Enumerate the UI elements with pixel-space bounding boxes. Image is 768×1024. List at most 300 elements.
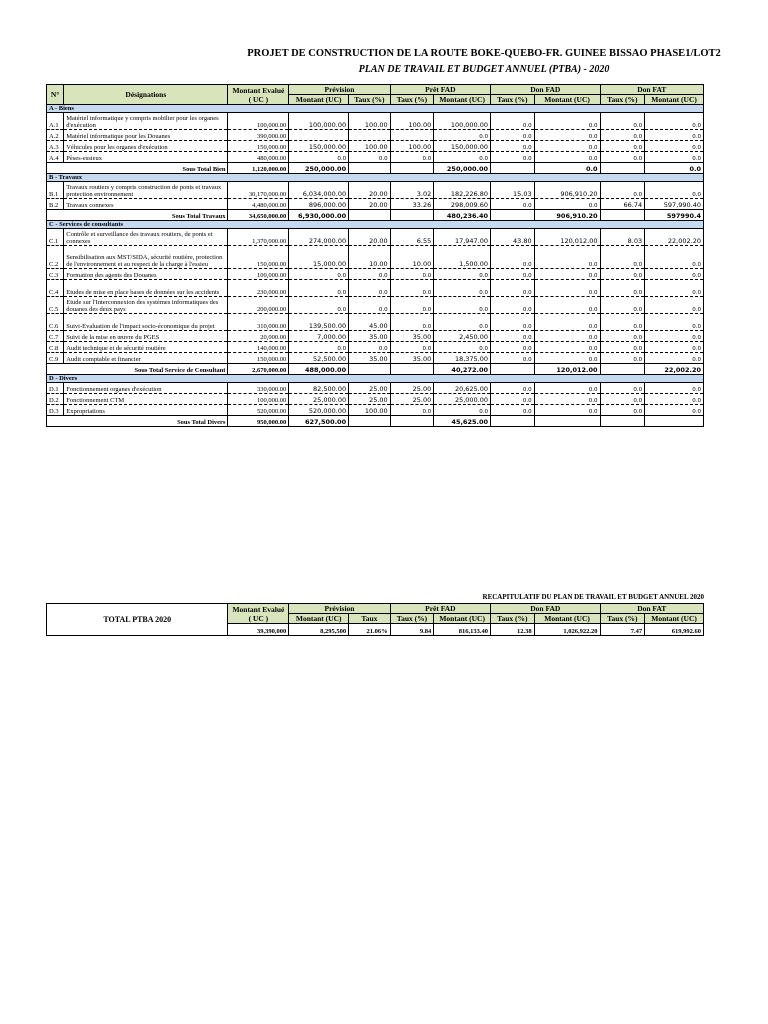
subtotal-value (600, 364, 645, 375)
item-value: 0.0 (390, 314, 434, 331)
item-value: 35.00 (349, 353, 391, 364)
item-value: 100,000.00 (289, 113, 349, 130)
item-value: 0.0 (645, 331, 704, 342)
item-value: 17,947.00 (434, 229, 491, 246)
col-montant-uc: Montant (UC) (289, 95, 349, 105)
item-value: 0.0 (534, 141, 600, 152)
item-value (390, 130, 434, 141)
table-row (47, 246, 704, 269)
item-value: 0.0 (390, 297, 434, 314)
item-designation: Etude sur l'Interconnexion des systèmes informatiques des douanes des deux pays (64, 297, 228, 314)
item-value: 0.0 (534, 383, 600, 394)
item-value: 0.0 (600, 269, 645, 280)
subtotal-value: 40,272.00 (434, 364, 491, 375)
table-row (47, 269, 704, 280)
item-value: 274,000.00 (289, 229, 349, 246)
item-value: 0.0 (491, 152, 535, 163)
item-value: 8.03 (600, 229, 645, 246)
col-montant-uc: Montant (UC) (534, 95, 600, 105)
item-value: 30,170,000.00 (228, 182, 289, 199)
subtotal-value (600, 210, 645, 221)
subtotal-value: 2,670,000.00 (228, 364, 289, 375)
item-value: 25.00 (390, 383, 434, 394)
table-row (47, 297, 704, 314)
item-value: 0.0 (600, 130, 645, 141)
subtotal-label: Sous Total Travaux (47, 210, 228, 221)
table-row (47, 394, 704, 405)
section-header (47, 221, 704, 229)
col-taux: Taux (%) (600, 95, 645, 105)
item-value: 100.00 (390, 113, 434, 130)
recap-value: 619,992.60 (645, 624, 704, 636)
document-subtitle: PLAN DE TRAVAIL ET BUDGET ANNUEL (PTBA) - 2020 (358, 64, 610, 75)
recap-col-montant-uc: Montant (UC) (534, 614, 600, 624)
item-value: 150,000.00 (289, 141, 349, 152)
item-value: 2,450.00 (434, 331, 491, 342)
item-value: 0.0 (600, 383, 645, 394)
recap-value: 8,295,500 (289, 624, 349, 636)
col-prevision: Prévision (289, 85, 390, 95)
item-value: 0.0 (434, 342, 491, 353)
item-value: 1,500.00 (434, 246, 491, 269)
item-value: 25,000.00 (289, 394, 349, 405)
subtotal-value (491, 210, 535, 221)
recap-value: 12.38 (491, 624, 535, 636)
item-value: 100,000.00 (228, 394, 289, 405)
section-consultants (47, 221, 704, 375)
subtotal-value: 906,910.20 (534, 210, 600, 221)
subtotal-value: 488,000.00 (289, 364, 349, 375)
item-value: 100.00 (349, 141, 391, 152)
item-code: A.2 (47, 130, 64, 141)
item-value: 0.0 (491, 405, 535, 416)
col-don-fat: Don FAT (600, 85, 703, 95)
subtotal-value (390, 163, 434, 174)
section-travaux (47, 174, 704, 221)
item-value: 200,000.00 (228, 297, 289, 314)
item-value: 0.0 (434, 130, 491, 141)
item-code: D.2 (47, 394, 64, 405)
item-value: 100.00 (349, 113, 391, 130)
section-title: D - Divers (47, 375, 704, 383)
item-value: 35.00 (390, 353, 434, 364)
item-value: 0.0 (600, 394, 645, 405)
recap-col-montant-uc: Montant (UC) (434, 614, 491, 624)
item-value: 0.0 (390, 405, 434, 416)
subtotal-value (491, 163, 535, 174)
item-value: 0.0 (534, 405, 600, 416)
table-row (47, 314, 704, 331)
item-value: 0.0 (645, 297, 704, 314)
item-value: 66.74 (600, 199, 645, 210)
recap-value: 1,026,922.20 (534, 624, 600, 636)
subtotal-label: Sous Total Service de Consultant (47, 364, 228, 375)
item-value: 0.0 (534, 199, 600, 210)
item-value: 1,370,000.00 (228, 229, 289, 246)
item-value: 150,000.00 (228, 141, 289, 152)
item-designation: Expropriations (64, 405, 228, 416)
subtotal-label: Sous Total Divers (47, 416, 228, 427)
item-value: 480,000.00 (228, 152, 289, 163)
item-value: 6.55 (390, 229, 434, 246)
item-value: 120,012.00 (534, 229, 600, 246)
item-value: 20,000.00 (228, 331, 289, 342)
item-value: 390,000.00 (228, 130, 289, 141)
item-value: 0.0 (645, 113, 704, 130)
item-value: 0.0 (645, 394, 704, 405)
item-code: C.5 (47, 297, 64, 314)
item-value: 0.0 (645, 353, 704, 364)
item-value: 100.00 (390, 141, 434, 152)
item-value: 0.0 (349, 152, 391, 163)
recap-title: RECAPITULATIF DU PLAN DE TRAVAIL ET BUDGET ANNUEL 2020 (482, 593, 704, 601)
item-value: 100,000.00 (228, 113, 289, 130)
item-designation: Travaux connexes (64, 199, 228, 210)
table-row (47, 141, 704, 152)
item-value: 0.0 (534, 297, 600, 314)
col-montant-uc: Montant (UC) (434, 95, 491, 105)
item-value: 0.0 (491, 353, 535, 364)
item-value: 52,500.00 (289, 353, 349, 364)
recap-value: 816,133.40 (434, 624, 491, 636)
subtotal-value: 627,500.00 (289, 416, 349, 427)
item-value: 0.0 (434, 269, 491, 280)
item-value: 0.0 (289, 297, 349, 314)
recap-col-taux: Taux (%) (390, 614, 434, 624)
subtotal-value: 250,000.00 (289, 163, 349, 174)
item-value: 0.0 (491, 314, 535, 331)
item-value: 0.0 (434, 152, 491, 163)
item-value: 310,000.00 (228, 314, 289, 331)
item-value: 0.0 (600, 113, 645, 130)
item-value: 0.0 (600, 342, 645, 353)
item-value: 0.0 (349, 269, 391, 280)
subtotal-value (390, 416, 434, 427)
item-value: 0.0 (645, 182, 704, 199)
item-value: 7,000.00 (289, 331, 349, 342)
item-designation: Contrôle et surveillance des travaux routiers, de ponts et connexes (64, 229, 228, 246)
subtotal-value: 950,000.00 (228, 416, 289, 427)
item-code: C.3 (47, 269, 64, 280)
item-value: 33.26 (390, 199, 434, 210)
item-value: 0.0 (390, 342, 434, 353)
subtotal-value: 34,650,000.00 (228, 210, 289, 221)
item-value: 0.0 (390, 280, 434, 297)
item-value: 0.0 (491, 394, 535, 405)
col-montant-evalue: Montant Evalué ( UC ) (228, 85, 289, 105)
recap-col-montant-uc: Montant (UC) (645, 614, 704, 624)
item-value: 0.0 (434, 314, 491, 331)
item-value: 10.00 (390, 246, 434, 269)
recap-col-taux: Taux (%) (600, 614, 645, 624)
item-value: 0.0 (534, 342, 600, 353)
item-value: 25.00 (349, 394, 391, 405)
subtotal-value (349, 210, 391, 221)
col-taux: Taux (%) (349, 95, 391, 105)
subtotal-value: 120,012.00 (534, 364, 600, 375)
subtotal-row (47, 163, 704, 174)
table-row (47, 342, 704, 353)
item-value: 0.0 (349, 342, 391, 353)
item-value: 0.0 (645, 314, 704, 331)
item-code: C.2 (47, 246, 64, 269)
subtotal-value (349, 416, 391, 427)
item-value: 43.80 (491, 229, 535, 246)
item-value: 35.00 (349, 331, 391, 342)
item-value: 0.0 (600, 182, 645, 199)
section-divers (47, 375, 704, 427)
item-value: 150,000.00 (228, 246, 289, 269)
item-designation: Matériel informatique pour les Douanes (64, 130, 228, 141)
item-value: 82,500.00 (289, 383, 349, 394)
item-value: 330,000.00 (228, 383, 289, 394)
subtotal-value (390, 364, 434, 375)
recap-label: TOTAL PTBA 2020 (47, 604, 228, 636)
item-value: 0.0 (349, 280, 391, 297)
item-value: 520,000.00 (289, 405, 349, 416)
item-code: C.4 (47, 280, 64, 297)
item-value: 100,000.00 (434, 113, 491, 130)
subtotal-value: 0.0 (534, 163, 600, 174)
col-taux: Taux (%) (390, 95, 434, 105)
item-value: 0.0 (600, 353, 645, 364)
item-value: 20,625.00 (434, 383, 491, 394)
recap-col-taux: Taux (%) (491, 614, 535, 624)
item-value: 22,002.20 (645, 229, 704, 246)
item-value: 35.00 (390, 331, 434, 342)
item-value: 100,000.00 (228, 269, 289, 280)
item-code: D.3 (47, 405, 64, 416)
item-code: A.4 (47, 152, 64, 163)
item-value: 0.0 (600, 152, 645, 163)
item-value: 0.0 (645, 152, 704, 163)
item-designation: Sensibilisation aux MST/SIDA, sécurité routière, protection de l'environnement et au respect de la charge à l'essieu (64, 246, 228, 269)
section-title: A - Biens (47, 105, 704, 113)
item-value: 20.00 (349, 229, 391, 246)
recap-col-pret-fad: Prêt FAD (390, 604, 490, 614)
item-value: 0.0 (434, 405, 491, 416)
col-montant-uc: Montant (UC) (645, 95, 704, 105)
col-pret-fad: Prêt FAD (390, 85, 490, 95)
item-value: 4,480,000.00 (228, 199, 289, 210)
item-value: 0.0 (491, 130, 535, 141)
item-value: 0.0 (434, 280, 491, 297)
item-value: 3.02 (390, 182, 434, 199)
subtotal-value (600, 163, 645, 174)
item-designation: Formation des agents des Douanes (64, 269, 228, 280)
recap-col-taux: Taux (349, 614, 391, 624)
table-row (47, 353, 704, 364)
item-value: 20.00 (349, 199, 391, 210)
subtotal-value: 45,625.00 (434, 416, 491, 427)
subtotal-value: 480,236.40 (434, 210, 491, 221)
subtotal-value (349, 364, 391, 375)
item-value: 0.0 (491, 199, 535, 210)
item-value: 150,000.00 (434, 141, 491, 152)
item-designation: Véhicules pour les organes d'exécution (64, 141, 228, 152)
recap-value: 7.47 (600, 624, 645, 636)
ptba-table (46, 84, 704, 427)
item-value: 597,990.40 (645, 199, 704, 210)
item-value: 0.0 (491, 297, 535, 314)
subtotal-value (349, 163, 391, 174)
item-designation: Travaux routiers y compris construction de ponts et travaux protection environnement (64, 182, 228, 199)
item-value: 0.0 (645, 342, 704, 353)
section-header (47, 375, 704, 383)
item-designation: Audit technique et de sécurité routière (64, 342, 228, 353)
item-value: 10.00 (349, 246, 391, 269)
item-value: 0.0 (645, 280, 704, 297)
section-header (47, 174, 704, 182)
item-value: 230,000.00 (228, 280, 289, 297)
item-value: 0.0 (289, 269, 349, 280)
subtotal-value (645, 416, 704, 427)
recap-col-don-fat: Don FAT (600, 604, 703, 614)
item-value: 0.0 (491, 246, 535, 269)
table-row (47, 331, 704, 342)
item-code: C.7 (47, 331, 64, 342)
item-designation: Fonctionnement organes d'exécution (64, 383, 228, 394)
recap-value: 9.84 (390, 624, 434, 636)
table-row (47, 152, 704, 163)
item-value: 0.0 (491, 331, 535, 342)
item-value: 0.0 (491, 280, 535, 297)
item-value: 18,375.00 (434, 353, 491, 364)
item-code: C.8 (47, 342, 64, 353)
item-value: 6,034,000.00 (289, 182, 349, 199)
recap-col-don-fad: Don FAD (491, 604, 601, 614)
item-value: 0.0 (600, 314, 645, 331)
item-code: B.2 (47, 199, 64, 210)
item-value: 896,000.00 (289, 199, 349, 210)
item-value: 0.0 (645, 383, 704, 394)
table-row (47, 113, 704, 130)
item-value: 0.0 (645, 246, 704, 269)
table-row (47, 280, 704, 297)
subtotal-value: 0.0 (645, 163, 704, 174)
item-designation: Audit comptable et financier (64, 353, 228, 364)
item-value: 298,009.60 (434, 199, 491, 210)
col-num: N° (47, 85, 64, 105)
item-designation: Suivi de la mise en œuvre du PGES (64, 331, 228, 342)
item-value: 0.0 (534, 331, 600, 342)
table-row (47, 199, 704, 210)
recap-col-prevision: Prévision (289, 604, 390, 614)
item-value: 15.03 (491, 182, 535, 199)
item-value: 0.0 (600, 141, 645, 152)
item-value: 0.0 (390, 269, 434, 280)
item-value: 0.0 (491, 269, 535, 280)
item-value: 139,500.00 (289, 314, 349, 331)
subtotal-value (534, 416, 600, 427)
item-value: 0.0 (491, 342, 535, 353)
item-value: 0.0 (289, 152, 349, 163)
item-value: 520,000.00 (228, 405, 289, 416)
col-designation: Désignations (64, 85, 228, 105)
item-code: B.1 (47, 182, 64, 199)
item-value: 150,000.00 (228, 353, 289, 364)
item-code: D.1 (47, 383, 64, 394)
item-designation: Fonctionnement CTM (64, 394, 228, 405)
table-row (47, 229, 704, 246)
subtotal-row (47, 364, 704, 375)
item-value: 0.0 (289, 280, 349, 297)
table-row (47, 130, 704, 141)
item-value: 0.0 (600, 246, 645, 269)
item-value: 0.0 (600, 331, 645, 342)
item-code: A.3 (47, 141, 64, 152)
item-value: 15,000.00 (289, 246, 349, 269)
subtotal-label: Sous Total Bien (47, 163, 228, 174)
item-value: 0.0 (491, 113, 535, 130)
item-code: C.9 (47, 353, 64, 364)
item-value: 0.0 (645, 141, 704, 152)
item-value: 0.0 (534, 280, 600, 297)
item-value: 182,226.80 (434, 182, 491, 199)
item-designation: Matériel informatique y compris mobilier pour les organes d'exécution (64, 113, 228, 130)
section-title: C - Services de consultants (47, 221, 704, 229)
item-value: 0.0 (491, 383, 535, 394)
subtotal-value (390, 210, 434, 221)
item-value: 0.0 (491, 141, 535, 152)
item-value: 25.00 (349, 383, 391, 394)
item-value: 0.0 (534, 130, 600, 141)
item-value: 0.0 (434, 297, 491, 314)
col-don-fad: Don FAD (491, 85, 601, 95)
subtotal-value: 597990.4 (645, 210, 704, 221)
document-title: PROJET DE CONSTRUCTION DE LA ROUTE BOKE-QUEBO-FR. GUINEE BISSAO PHASE1/LOT2 (247, 48, 721, 59)
subtotal-value (491, 364, 535, 375)
item-value: 0.0 (534, 353, 600, 364)
item-value: 140,000.00 (228, 342, 289, 353)
item-value: 0.0 (645, 130, 704, 141)
item-value (349, 130, 391, 141)
item-value: 20.00 (349, 182, 391, 199)
table-row (47, 182, 704, 199)
section-biens (47, 105, 704, 174)
item-value: 0.0 (534, 394, 600, 405)
recap-col-montant-uc: Montant (UC) (289, 614, 349, 624)
subtotal-value: 1,120,000.00 (228, 163, 289, 174)
item-value: 0.0 (600, 280, 645, 297)
item-value: 25,000.00 (434, 394, 491, 405)
subtotal-row (47, 416, 704, 427)
subtotal-value (491, 416, 535, 427)
section-title: B - Travaux (47, 174, 704, 182)
table-row (47, 405, 704, 416)
recap-table (46, 603, 704, 636)
item-value: 0.0 (289, 342, 349, 353)
item-value: 0.0 (645, 269, 704, 280)
item-value: 100.00 (349, 405, 391, 416)
item-code: C.1 (47, 229, 64, 246)
item-code: C.6 (47, 314, 64, 331)
item-designation: Etudes de mise en place bases de données sur les accidents (64, 280, 228, 297)
recap-value: 39,390,000 (228, 624, 289, 636)
item-value: 0.0 (534, 152, 600, 163)
item-code: A.1 (47, 113, 64, 130)
subtotal-row (47, 210, 704, 221)
item-value: 45.00 (349, 314, 391, 331)
item-value (289, 130, 349, 141)
item-value: 0.0 (534, 314, 600, 331)
item-value: 906,910.20 (534, 182, 600, 199)
section-header (47, 105, 704, 113)
table-row (47, 383, 704, 394)
item-value: 0.0 (600, 405, 645, 416)
subtotal-value: 22,002.20 (645, 364, 704, 375)
item-designation: Suivi-Evaluation de l'impact socio-économique du projet (64, 314, 228, 331)
